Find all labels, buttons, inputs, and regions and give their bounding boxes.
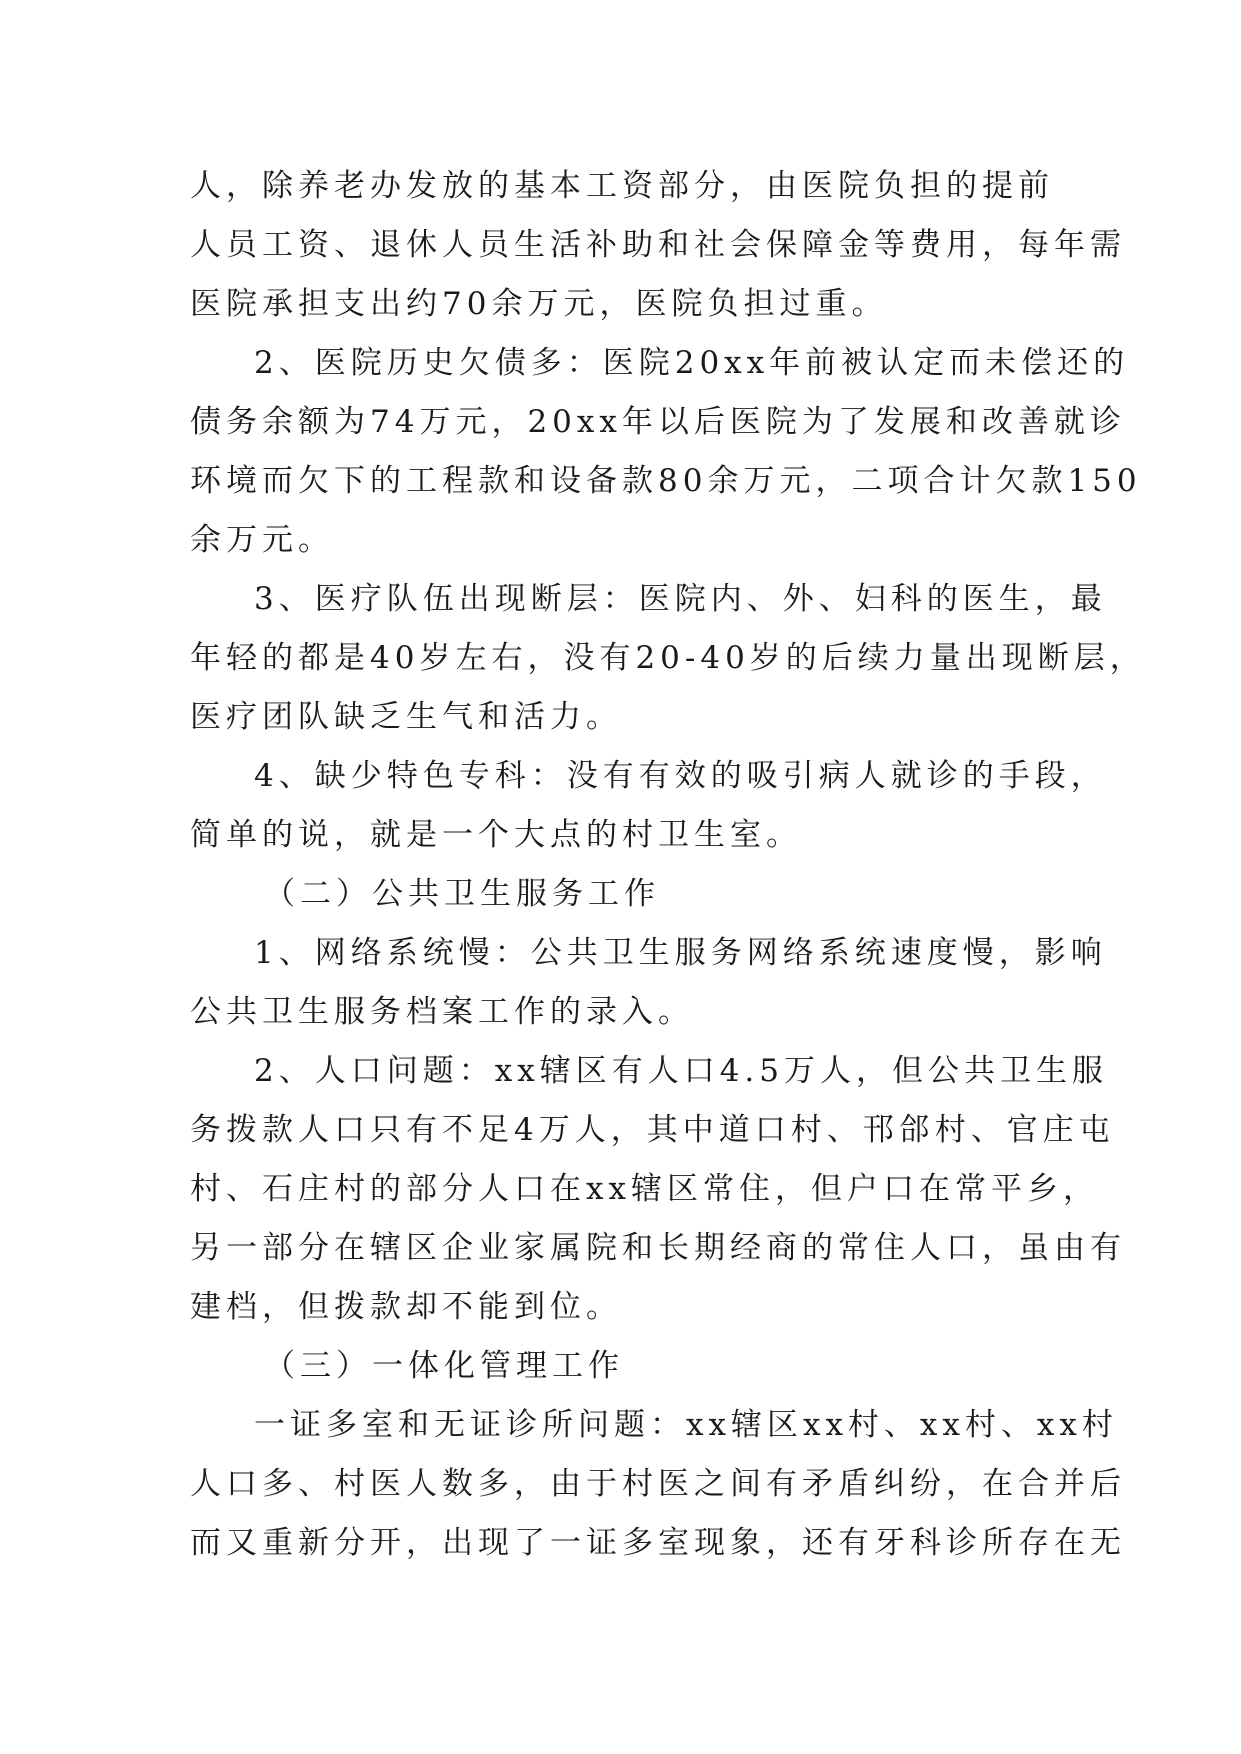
text-line: 余万元。 bbox=[190, 522, 334, 558]
paragraph-start-line: 4、缺少特色专科：没有有效的吸引病人就诊的手段， bbox=[254, 758, 1107, 794]
text-line: 人口多、村医人数多，由于村医之间有矛盾纠纷，在合并后 bbox=[190, 1466, 1126, 1502]
text-line: 公共卫生服务档案工作的录入。 bbox=[190, 994, 694, 1030]
text-line: 人员工资、退休人员生活补助和社会保障金等费用，每年需 bbox=[190, 227, 1126, 263]
document-body bbox=[190, 157, 1146, 1573]
paragraph-start-line: 1、网络系统慢：公共卫生服务网络系统速度慢，影响 bbox=[254, 935, 1107, 971]
text-line: 另一部分在辖区企业家属院和长期经商的常住人口，虽由有 bbox=[190, 1230, 1126, 1266]
text-line: 人，除养老办发放的基本工资部分，由医院负担的提前 bbox=[190, 168, 1054, 204]
text-line: 建档，但拨款却不能到位。 bbox=[190, 1289, 622, 1325]
paragraph-start-line: 2、医院历史欠债多：医院20xx年前被认定而未偿还的 bbox=[254, 345, 1130, 381]
section-heading: （三）一体化管理工作 bbox=[264, 1348, 624, 1384]
section-heading: （二）公共卫生服务工作 bbox=[264, 876, 660, 912]
paragraph-start-line: 2、人口问题：xx辖区有人口4.5万人，但公共卫生服 bbox=[254, 1053, 1108, 1089]
text-line: 而又重新分开，出现了一证多室现象，还有牙科诊所存在无 bbox=[190, 1525, 1126, 1561]
paragraph-start-line: 一证多室和无证诊所问题：xx辖区xx村、xx村、xx村 bbox=[254, 1407, 1118, 1443]
text-line: 医院承担支出约70余万元，医院负担过重。 bbox=[190, 286, 888, 322]
text-line: 简单的说，就是一个大点的村卫生室。 bbox=[190, 817, 802, 853]
text-line: 年轻的都是40岁左右，没有20-40岁的后续力量出现断层， bbox=[190, 640, 1146, 676]
text-line: 医疗团队缺乏生气和活力。 bbox=[190, 699, 622, 735]
text-line: 环境而欠下的工程款和设备款80余万元，二项合计欠款150 bbox=[190, 463, 1142, 499]
text-line: 务拨款人口只有不足4万人，其中道口村、邗郃村、官庄屯 bbox=[190, 1112, 1115, 1148]
text-line: 债务余额为74万元，20xx年以后医院为了发展和改善就诊 bbox=[190, 404, 1126, 440]
paragraph-start-line: 3、医疗队伍出现断层：医院内、外、妇科的医生，最 bbox=[254, 581, 1107, 617]
text-line: 村、石庄村的部分人口在xx辖区常住，但户口在常平乡， bbox=[190, 1171, 1099, 1207]
